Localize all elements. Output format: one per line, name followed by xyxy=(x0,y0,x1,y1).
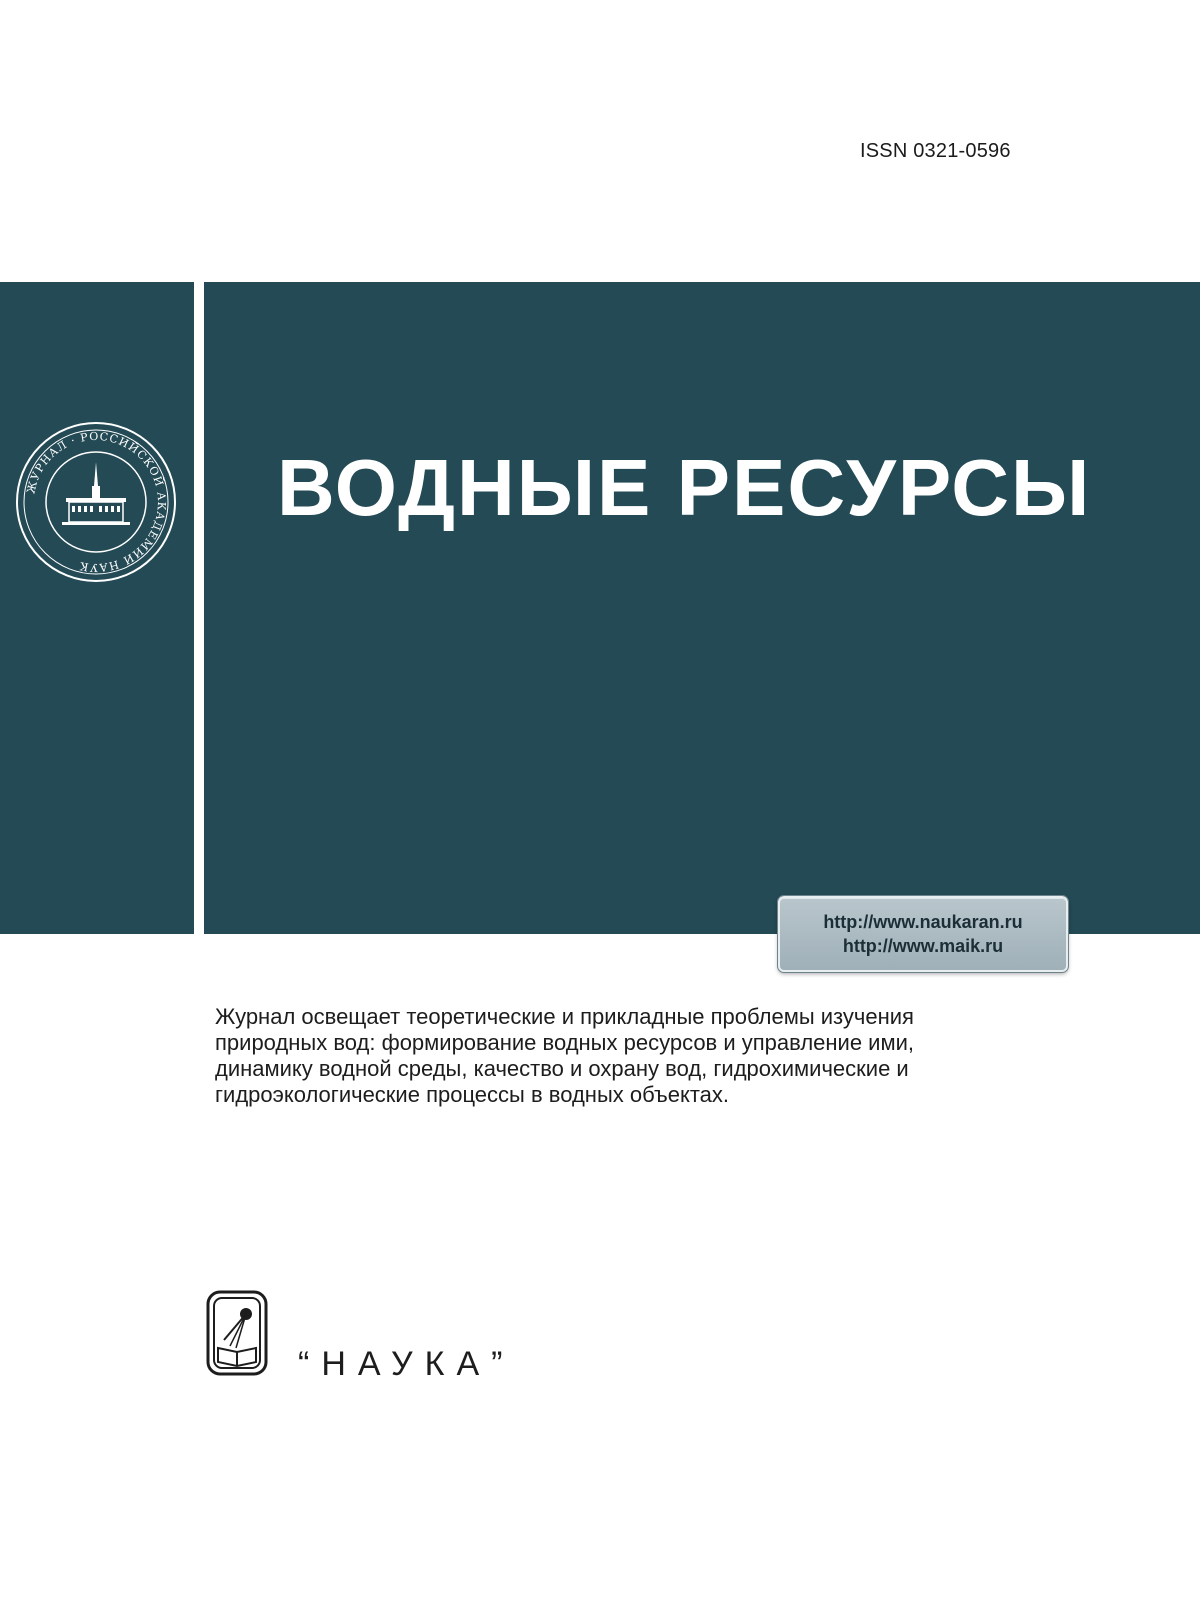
cover-band-left xyxy=(0,282,194,934)
publisher-name: “НАУКА” xyxy=(298,1345,515,1383)
svg-text:ЖУРНАЛ · РОССИЙСКОЙ АКАДЕМИИ Н: ЖУРНАЛ · РОССИЙСКОЙ АКАДЕМИИ НАУК xyxy=(24,429,169,575)
url-link-maik[interactable]: http://www.maik.ru xyxy=(842,936,1004,956)
journal-description: Журнал освещает теоретические и прикладные проблемы изучения природных вод: формирование водных ресурсов и управление ими, динамику водной среды, качество и охрану вод, гидрохимические и гидроэкологические процессы в водных объектах. xyxy=(215,1004,914,1107)
url-link-naukaran[interactable]: http://www.naukaran.ru xyxy=(823,912,1023,932)
nauka-publisher-logo-icon xyxy=(206,1290,268,1376)
url-box xyxy=(778,896,1068,972)
academy-emblem-icon xyxy=(14,420,178,584)
cover-band-main xyxy=(204,282,1200,934)
issn-number: ISSN 0321-0596 xyxy=(860,140,1011,162)
journal-title: ВОДНЫЕ РЕСУРСЫ xyxy=(277,443,1092,532)
